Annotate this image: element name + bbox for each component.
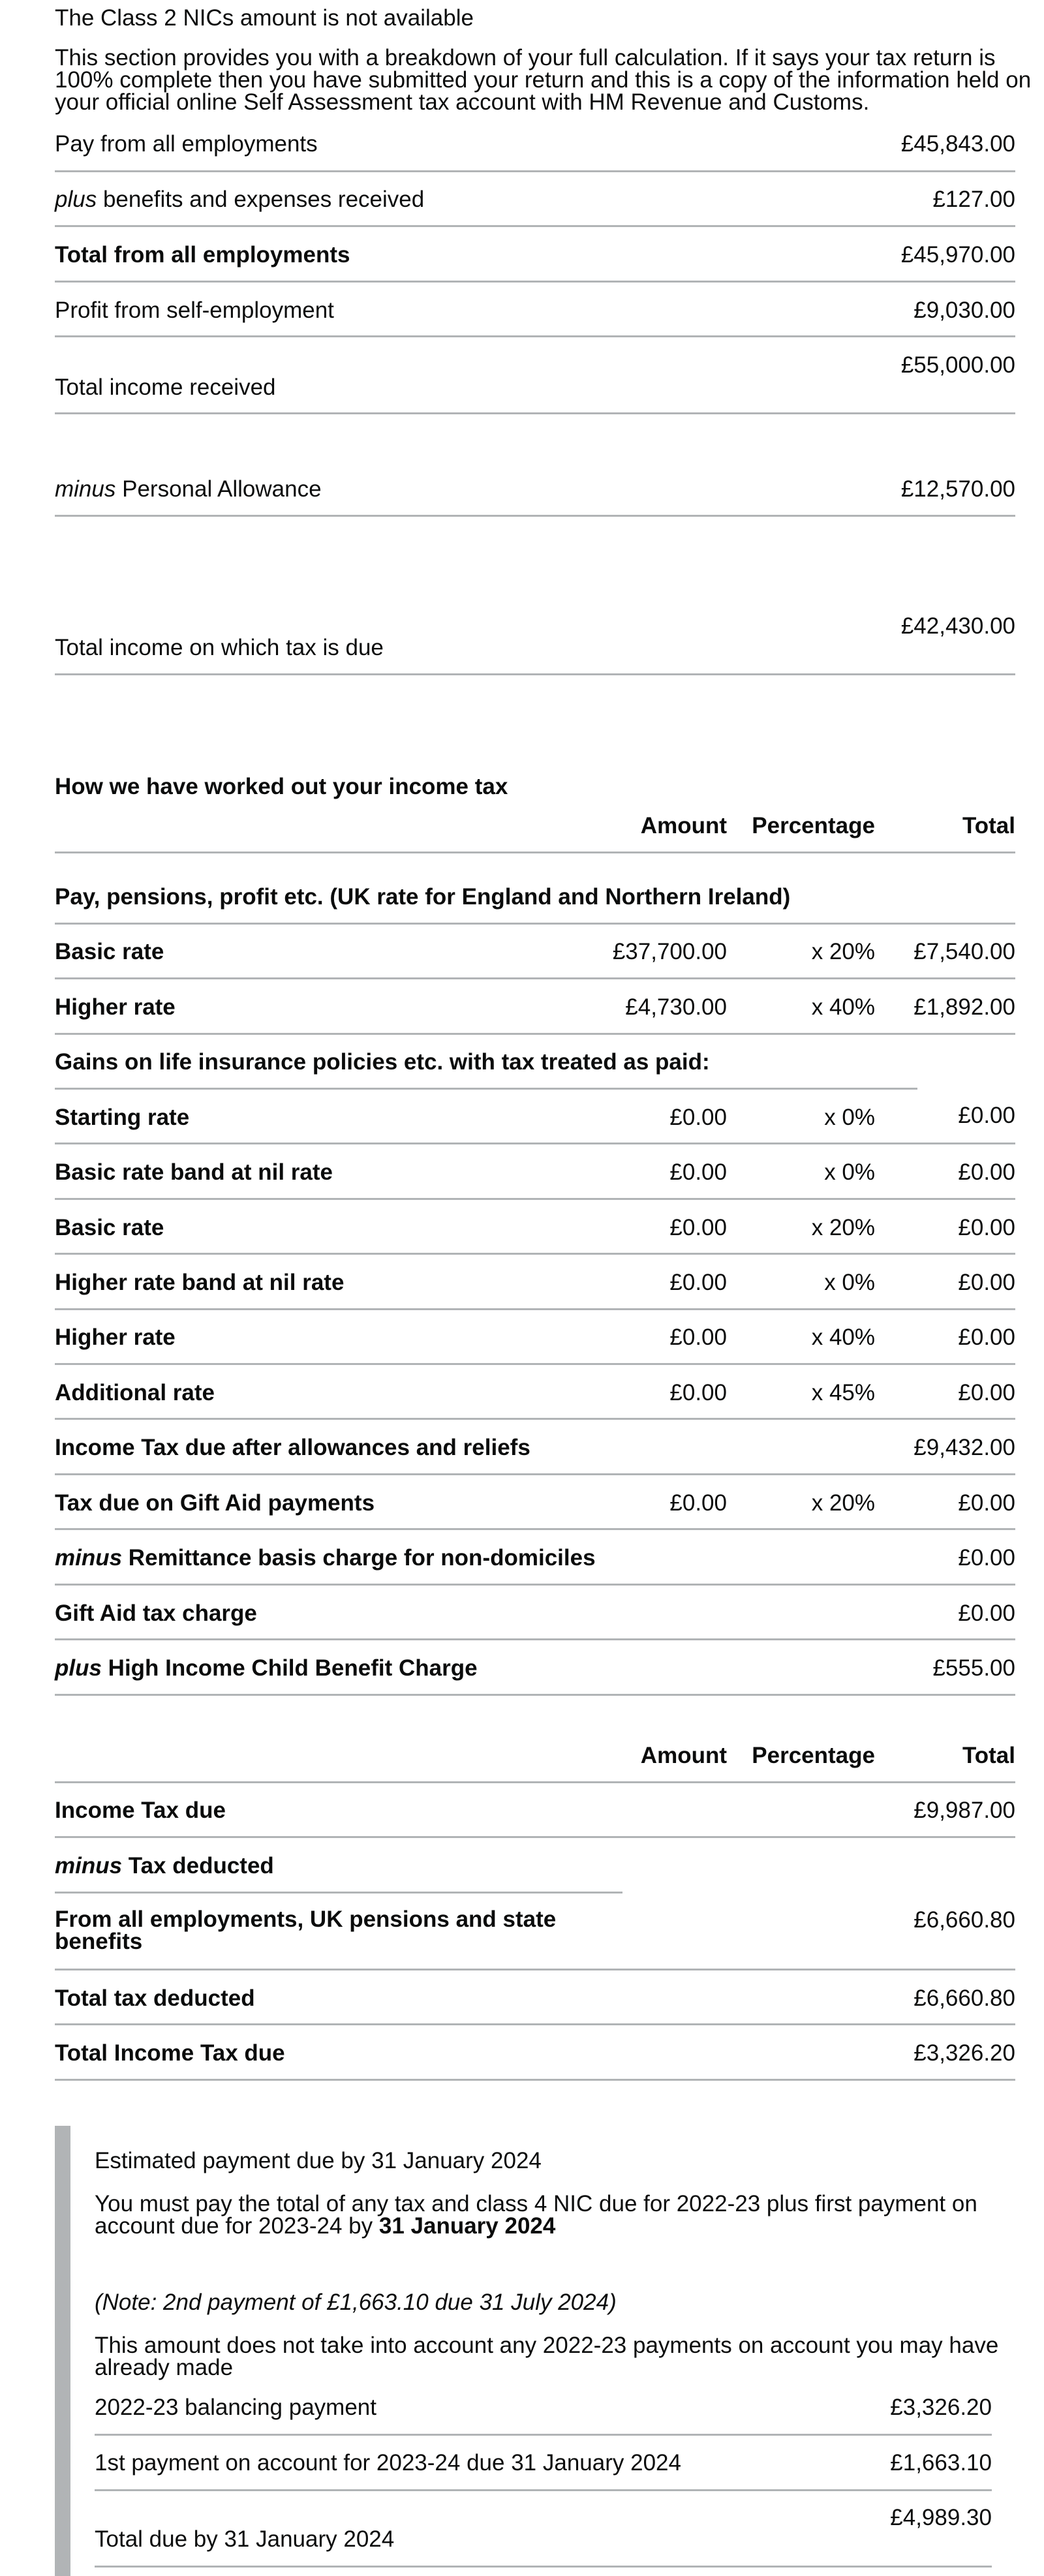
divider [55, 1969, 1015, 1970]
pay-section-heading: Pay, pensions, profit etc. (UK rate for England and Northern Ireland) [55, 884, 791, 910]
total-received-label: Total income received [55, 375, 276, 400]
tax-row-percentage: x 0% [824, 1270, 875, 1295]
total-deducted-label: Total tax deducted [55, 1986, 255, 2011]
gift-aid-charge-total: £0.00 [958, 1601, 1015, 1626]
divider [55, 2079, 1015, 2081]
divider [95, 2566, 992, 2568]
divider [55, 170, 1015, 172]
pay-label: Pay from all employments [55, 131, 318, 157]
tax-row-percentage: x 0% [824, 1105, 875, 1130]
total-income-tax-due-total: £3,326.20 [914, 2040, 1015, 2066]
percentage-column-header: Percentage [752, 813, 875, 838]
tax-row-total: £0.00 [958, 1215, 1015, 1240]
total-due-label: Total due by 31 January 2024 [95, 2526, 395, 2552]
gift-aid-total: £0.00 [958, 1490, 1015, 1516]
divider [55, 923, 1015, 925]
tax-row-amount: £0.00 [669, 1325, 727, 1350]
tax-row-total: £1,892.00 [914, 994, 1015, 1020]
tax-row-amount: £0.00 [669, 1215, 727, 1240]
payment-row-label: 1st payment on account for 2023-24 due 31 January 2024 [95, 2450, 681, 2476]
tax-row-amount: £4,730.00 [625, 994, 727, 1020]
taxable-income-label: Total income on which tax is due [55, 635, 384, 660]
tax-row-total: £7,540.00 [914, 939, 1015, 964]
divider [55, 2023, 1015, 2025]
tax-row-label: Basic rate [55, 1215, 164, 1240]
tax-row-percentage: x 40% [811, 994, 875, 1020]
hicbc-total: £555.00 [932, 1655, 1015, 1681]
payment-note: (Note: 2nd payment of £1,663.10 due 31 July 2024) [95, 2290, 617, 2315]
income-tax-due-total: £9,987.00 [914, 1798, 1015, 1823]
personal-allowance-value: £12,570.00 [900, 476, 1015, 502]
tax-row-amount: £0.00 [669, 1105, 727, 1130]
breakdown-intro: This section provides you with a breakdown of your full calculation. If it says your tax return is 100% complete then you have submitted your return and this is a copy of the information held on your official online Self Assessment tax account with HM Revenue and Customs. [55, 45, 1032, 115]
from-employments-label: From all employments, UK pensions and state benefits [55, 1907, 557, 1954]
hicbc-label: plus High Income Child Benefit Charge [55, 1655, 478, 1681]
divider [55, 977, 1015, 979]
income-tax-due-label: Income Tax due [55, 1798, 226, 1823]
divider [55, 412, 1015, 414]
total-column-header: Total [962, 813, 1015, 838]
payment-row-value: £1,663.10 [890, 2450, 992, 2476]
self-employment-label: Profit from self-employment [55, 298, 334, 323]
benefits-label: plus benefits and expenses received [55, 187, 425, 212]
amount-column-header: Amount [640, 1743, 727, 1768]
personal-allowance-label: minus Personal Allowance [55, 476, 322, 502]
divider [55, 1308, 1015, 1310]
total-column-header: Total [962, 1743, 1015, 1768]
pay-value: £45,843.00 [900, 131, 1015, 157]
tax-row-label: Basic rate band at nil rate [55, 1159, 333, 1185]
gift-aid-percentage: x 20% [811, 1490, 875, 1516]
inset-border [55, 2126, 70, 2576]
divider [55, 1033, 1015, 1035]
divider [55, 1088, 917, 1090]
remittance-total: £0.00 [958, 1545, 1015, 1571]
payment-instruction: You must pay the total of any tax and class 4 NIC due for 2022-23 plus first payment on account due for 2023-24 by 31 January 2024 [95, 2191, 977, 2239]
percentage-column-header: Percentage [752, 1743, 875, 1768]
divider [95, 2489, 992, 2491]
self-employment-value: £9,030.00 [914, 298, 1015, 323]
divider [55, 1142, 1015, 1144]
tax-row-label: Higher rate [55, 1325, 176, 1350]
tax-row-amount: £37,700.00 [612, 939, 727, 964]
divider [55, 851, 1015, 853]
tax-row-amount: £0.00 [669, 1380, 727, 1405]
divider [55, 1418, 1015, 1420]
tax-row-label: Basic rate [55, 939, 164, 964]
gains-section-heading: Gains on life insurance policies etc. with tax treated as paid: [55, 1049, 710, 1075]
divider [95, 2434, 992, 2436]
total-employments-label: Total from all employments [55, 242, 350, 268]
amount-column-header: Amount [640, 813, 727, 838]
divider [55, 515, 1015, 517]
tax-row-percentage: x 40% [811, 1325, 875, 1350]
divider [55, 225, 1015, 227]
total-income-tax-due-label: Total Income Tax due [55, 2040, 285, 2066]
tax-row-amount: £0.00 [669, 1270, 727, 1295]
tax-row-total: £0.00 [958, 1159, 1015, 1185]
divider [55, 281, 1015, 283]
tax-row-total: £0.00 [958, 1270, 1015, 1295]
tax-row-label: Higher rate [55, 994, 176, 1020]
tax-row-amount: £0.00 [669, 1159, 727, 1185]
divider [55, 1694, 1015, 1696]
divider [55, 1198, 1015, 1200]
tax-row-percentage: x 0% [824, 1159, 875, 1185]
tax-row-label: Additional rate [55, 1380, 215, 1405]
gift-aid-amount: £0.00 [669, 1490, 727, 1516]
total-received-value: £55,000.00 [900, 352, 1015, 378]
payment-title: Estimated payment due by 31 January 2024 [95, 2148, 542, 2173]
tax-row-label: Higher rate band at nil rate [55, 1270, 345, 1295]
total-employments-value: £45,970.00 [900, 242, 1015, 268]
tax-row-percentage: x 45% [811, 1380, 875, 1405]
gains-section-total: £0.00 [958, 1103, 1015, 1128]
payment-row-value: £3,326.20 [890, 2395, 992, 2420]
remittance-label: minus Remittance basis charge for non-domiciles [55, 1545, 596, 1571]
benefits-value: £127.00 [932, 187, 1015, 212]
after-allowances-label: Income Tax due after allowances and reliefs [55, 1435, 530, 1460]
divider [55, 1836, 1015, 1838]
total-due-value: £4,989.30 [890, 2505, 992, 2530]
payment-disclaimer: This amount does not take into account any 2022-23 payments on account you may have already made [95, 2333, 999, 2380]
class2-notice: The Class 2 NICs amount is not available [55, 5, 474, 31]
divider [55, 1363, 1015, 1365]
tax-row-percentage: x 20% [811, 1215, 875, 1240]
divider [55, 1892, 622, 1894]
tax-row-total: £0.00 [958, 1325, 1015, 1350]
minus-tax-deducted-label: minus Tax deducted [55, 1853, 274, 1878]
divider [55, 335, 1015, 337]
taxable-income-value: £42,430.00 [900, 613, 1015, 639]
tax-row-percentage: x 20% [811, 939, 875, 964]
from-employments-total: £6,660.80 [914, 1907, 1015, 1933]
divider [55, 1584, 1015, 1586]
total-deducted-total: £6,660.80 [914, 1986, 1015, 2011]
tax-row-label: Starting rate [55, 1105, 190, 1130]
divider [55, 1528, 1015, 1530]
divider [55, 1473, 1015, 1475]
payment-row-label: 2022-23 balancing payment [95, 2395, 376, 2420]
divider [55, 673, 1015, 675]
after-allowances-total: £9,432.00 [914, 1435, 1015, 1460]
divider [55, 1638, 1015, 1640]
gift-aid-charge-label: Gift Aid tax charge [55, 1601, 257, 1626]
tax-row-total: £0.00 [958, 1380, 1015, 1405]
income-tax-heading: How we have worked out your income tax [55, 774, 508, 799]
divider [55, 1781, 1015, 1783]
divider [55, 1253, 1015, 1255]
gift-aid-label: Tax due on Gift Aid payments [55, 1490, 375, 1516]
